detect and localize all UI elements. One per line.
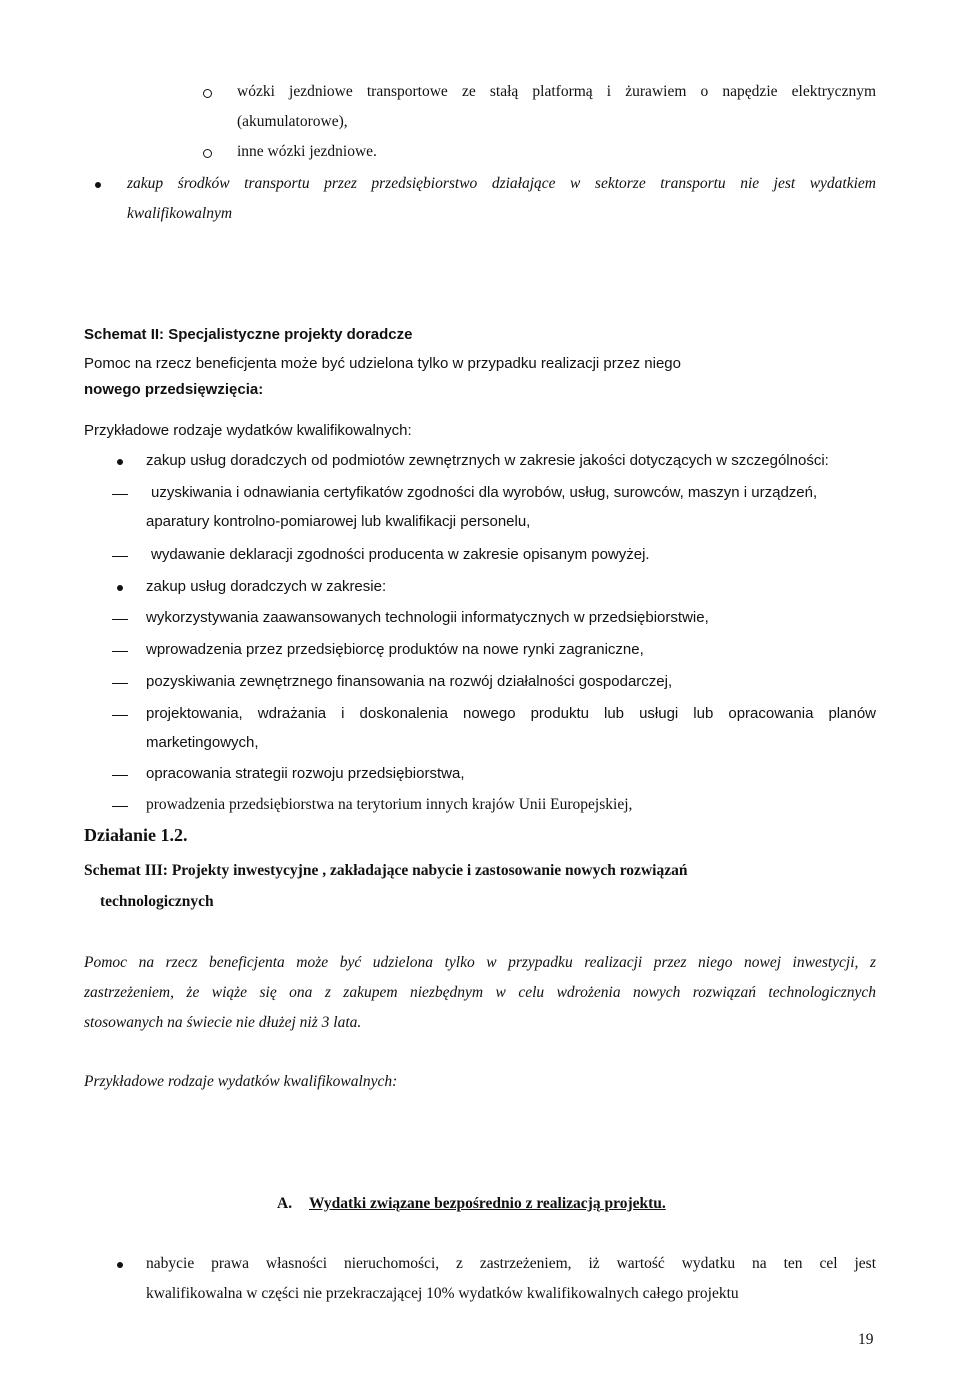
dash-marker: [112, 556, 128, 557]
page-number: 19: [858, 1331, 874, 1348]
schema-ii-examples-heading: Przykładowe rodzaje wydatków kwalifikowalnych:: [84, 422, 412, 439]
dash-marker: [112, 619, 128, 620]
schema-ii-title: Schemat II: Specjalistyczne projekty doradcze: [84, 326, 413, 343]
list-item-new-markets: wprowadzenia przez przedsiębiorcę produktów na nowe rynki zagraniczne,: [146, 641, 644, 658]
schema-iii-examples-heading: Przykładowe rodzaje wydatków kwalifikowalnych:: [84, 1073, 398, 1090]
bullet-icon: [95, 182, 101, 188]
list-circle-marker: [203, 149, 212, 158]
list-item-product-design: projektowania, wdrażania i doskonalenia nowego produktu lub usługi lub opracowania planów: [146, 705, 876, 722]
bullet-icon: [117, 459, 123, 465]
list-item-strategy: opracowania strategii rozwoju przedsiębiorstwa,: [146, 765, 465, 782]
section-a-letter: A.: [277, 1195, 293, 1212]
list-circle-marker: [203, 89, 212, 98]
list-item-quality-consulting: zakup usług doradczych od podmiotów zewnętrznych w zakresie jakości dotyczących w szczególności:: [146, 452, 829, 469]
section-a-title: Wydatki związane bezpośrednio z realizacją projektu.: [309, 1195, 666, 1212]
dash-marker: [112, 775, 128, 776]
schema-iii-title: Schemat III: Projekty inwestycyjne , zakładające nabycie i zastosowanie nowych rozwiązań: [84, 862, 688, 879]
transport-exclusion-note-cont: kwalifikowalnym: [127, 205, 233, 222]
list-item-transport-trucks-cont: (akumulatorowe),: [237, 113, 348, 130]
bullet-icon: [117, 585, 123, 591]
transport-exclusion-note: zakup środków transportu przez przedsiębiorstwo działające w sektorze transportu nie jest wydatkiem: [127, 175, 876, 192]
schema-iii-description: Pomoc na rzecz beneficjenta może być udzielona tylko w przypadku realizacji przez niego nowej inwestycji, z: [84, 954, 876, 971]
schema-ii-description: Pomoc na rzecz beneficjenta może być udzielona tylko w przypadku realizacji przez niego: [84, 355, 681, 372]
bullet-icon: [117, 1262, 123, 1268]
list-item-consulting-scope: zakup usług doradczych w zakresie:: [146, 578, 387, 595]
list-item-other-trucks: inne wózki jezdniowe.: [237, 143, 377, 160]
list-item-transport-trucks: wózki jezdniowe transportowe ze stałą platformą i żurawiem o napędzie elektrycznym: [237, 83, 876, 100]
list-item-external-financing: pozyskiwania zewnętrznego finansowania na rozwój działalności gospodarczej,: [146, 673, 673, 690]
list-item-certificates-cont: aparatury kontrolno-pomiarowej lub kwalifikacji personelu,: [146, 513, 531, 530]
schema-iii-description-end: stosowanych na świecie nie dłużej niż 3 lata.: [84, 1014, 362, 1031]
schema-iii-title-cont: technologicznych: [100, 893, 214, 910]
list-item-property-purchase-cont: kwalifikowalna w części nie przekraczającej 10% wydatków kwalifikowalnych całego projektu: [146, 1285, 739, 1302]
dash-marker: [112, 651, 128, 652]
dash-marker: [112, 683, 128, 684]
list-item-eu-operations: prowadzenia przedsiębiorstwa na terytorium innych krajów Unii Europejskiej,: [146, 796, 633, 813]
list-item-product-design-cont: marketingowych,: [146, 734, 259, 751]
action-title: Działanie 1.2.: [84, 825, 188, 845]
schema-iii-description-cont: zastrzeżeniem, że wiąże się ona z zakupem niezbędnym w celu wdrożenia nowych rozwiązań technologicznych: [84, 984, 876, 1001]
schema-ii-description-cont: nowego przedsięwzięcia:: [84, 381, 264, 398]
dash-marker: [112, 715, 128, 716]
list-item-certificates: uzyskiwania i odnawiania certyfikatów zgodności dla wyrobów, usług, surowców, maszyn i urządzeń,: [151, 484, 818, 501]
list-item-declarations: wydawanie deklaracji zgodności producenta w zakresie opisanym powyżej.: [151, 546, 650, 563]
list-item-it-tech: wykorzystywania zaawansowanych technologii informatycznych w przedsiębiorstwie,: [146, 609, 709, 626]
dash-marker: [112, 806, 128, 807]
dash-marker: [112, 494, 128, 495]
list-item-property-purchase: nabycie prawa własności nieruchomości, z zastrzeżeniem, iż wartość wydatku na ten cel jest: [146, 1255, 876, 1272]
